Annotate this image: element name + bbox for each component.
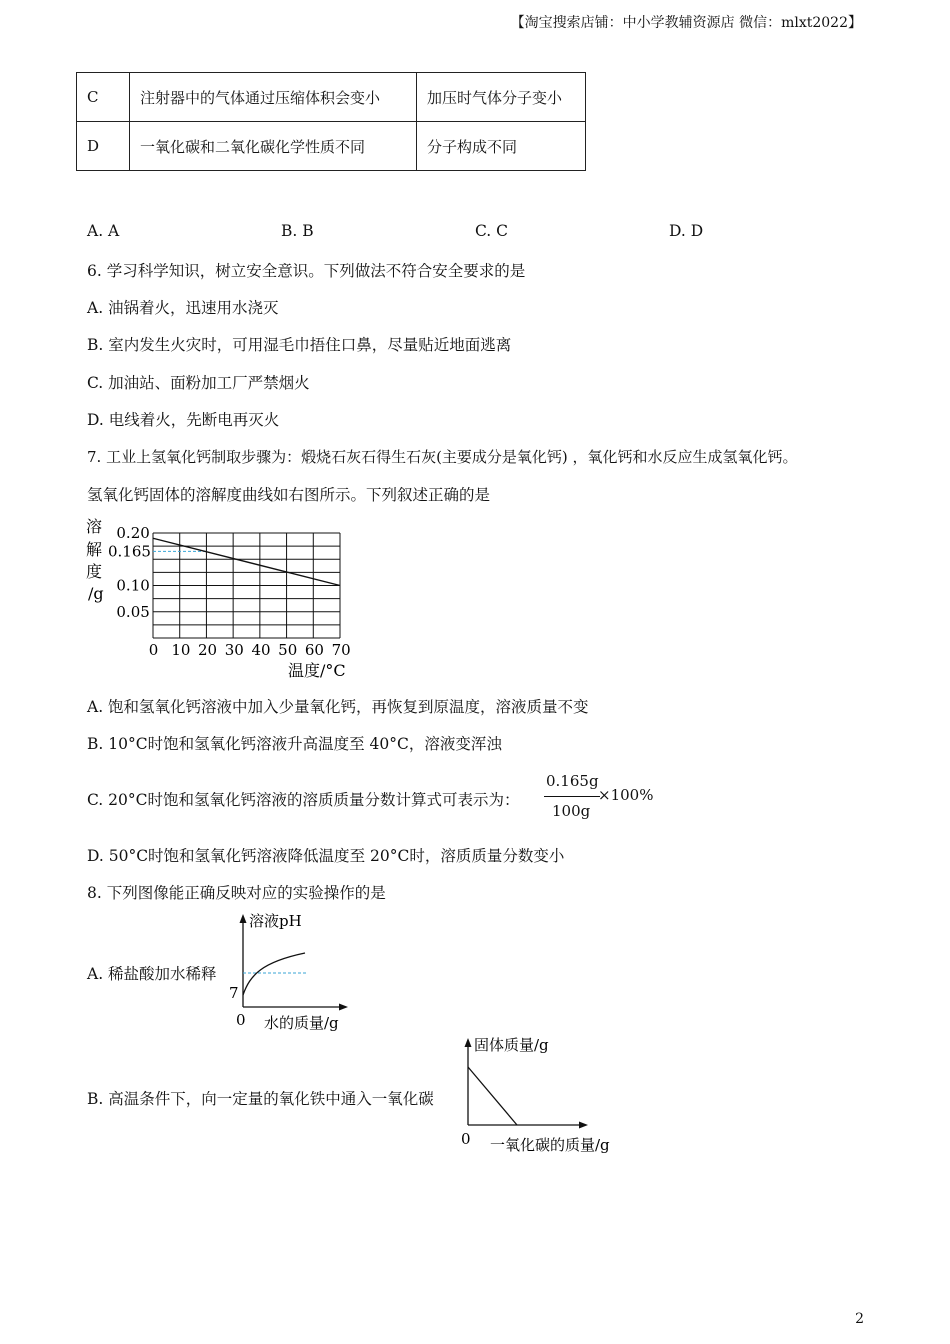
solubility-line [153, 538, 340, 585]
y-tick-label: 0.05 [116, 602, 150, 621]
fraction-suffix: ×100% [598, 786, 654, 804]
x-tick-label: 20 [198, 641, 218, 659]
x-tick-label: 70 [331, 641, 351, 659]
origin-label: 0 [236, 1011, 246, 1029]
origin-label: 0 [461, 1130, 471, 1148]
q6-stem: 6. 学习科学知识，树立安全意识。下列做法不符合安全要求的是 [87, 262, 526, 280]
y-axis-label-char: 度 [86, 562, 103, 581]
x-axis-arrow-icon [339, 1004, 348, 1011]
y-axis-label: 固体质量/g [474, 1036, 549, 1054]
table-cell-option: C [77, 73, 130, 122]
x-tick-label: 0 [148, 641, 159, 659]
x-tick-label: 50 [278, 641, 298, 659]
table-row [77, 73, 586, 122]
q7-option-a: A. 饱和氢氧化钙溶液中加入少量氧化钙，再恢复到原温度，溶液质量不变 [87, 698, 589, 716]
x-axis-arrow-icon [579, 1122, 588, 1129]
q7-option-c: C. 20°C时饱和氢氧化钙溶液的溶质质量分数计算式可表示为： [87, 791, 520, 809]
table-cell-fact: 注射器中的气体通过压缩体积会变小 [130, 73, 417, 122]
answer-table [76, 72, 586, 171]
q7-stem-line1: 7. 工业上氢氧化钙制取步骤为：煅烧石灰石得生石灰(主要成分是氧化钙) ，氧化钙和水反应生成氢氧化钙。 [87, 448, 798, 466]
table-cell-explanation: 分子构成不同 [417, 122, 586, 171]
y-axis-label-char: 解 [86, 540, 103, 559]
chart-grid [153, 533, 340, 638]
x-axis-label: 水的质量/g [264, 1014, 339, 1032]
table-cell-fact: 一氧化碳和二氧化碳化学性质不同 [130, 122, 417, 171]
ph-chart [225, 908, 360, 1036]
table-cell-option: D [77, 122, 130, 171]
q5-option-b: B. B [281, 222, 314, 240]
solid-mass-line [468, 1067, 517, 1125]
q6-option-d: D. 电线着火，先断电再灭火 [87, 411, 280, 429]
q6-option-a: A. 油锅着火，迅速用水浇灭 [87, 299, 279, 317]
q7-stem-line2: 氢氧化钙固体的溶解度曲线如右图所示。下列叙述正确的是 [87, 486, 491, 504]
x-tick-label: 10 [171, 641, 191, 659]
fraction-bar [544, 796, 600, 797]
q5-option-a: A. A [87, 222, 120, 240]
y-tick-label: 0.165 [108, 542, 151, 561]
x-tick-label: 40 [251, 641, 271, 659]
x-axis-label: 一氧化碳的质量/g [490, 1136, 610, 1154]
y-axis-label-char: /g [88, 584, 104, 603]
table-row [77, 122, 586, 171]
q5-option-d: D. D [669, 222, 704, 240]
q8-option-a: A. 稀盐酸加水稀释 [87, 965, 217, 983]
q8-option-b: B. 高温条件下，向一定量的氧化铁中通入一氧化碳 [87, 1090, 434, 1108]
x-tick-label: 60 [304, 641, 324, 659]
solid-mass-chart [455, 1032, 635, 1158]
y-tick-label: 7 [229, 984, 239, 1002]
y-tick-label: 0.10 [116, 576, 150, 595]
y-axis-label-char: 溶 [86, 517, 103, 536]
q6-option-c: C. 加油站、面粉加工厂严禁烟火 [87, 374, 310, 392]
q6-option-b: B. 室内发生火灾时，可用湿毛巾捂住口鼻，尽量贴近地面逃离 [87, 336, 512, 354]
q7-option-b: B. 10°C时饱和氢氧化钙溶液升高温度至 40°C，溶液变浑浊 [87, 735, 502, 753]
x-axis-label: 温度/°C [288, 661, 346, 680]
fraction-denominator: 100g [552, 802, 591, 820]
y-axis-label: 溶液pH [249, 912, 302, 930]
q8-stem: 8. 下列图像能正确反映对应的实验操作的是 [87, 884, 386, 902]
table-cell-explanation: 加压时气体分子变小 [417, 73, 586, 122]
q5-option-c: C. C [475, 222, 509, 240]
y-axis-arrow-icon [240, 914, 247, 923]
fraction-expression [540, 772, 660, 824]
header-note: 【淘宝搜索店铺：中小学教辅资源店 微信：mlxt2022】 [510, 15, 862, 31]
q7-option-d: D. 50°C时饱和氢氧化钙溶液降低温度至 20°C时，溶质质量分数变小 [87, 847, 565, 865]
solubility-chart [80, 512, 370, 684]
ph-curve [243, 953, 305, 995]
x-tick-label: 30 [224, 641, 244, 659]
y-axis-arrow-icon [465, 1038, 472, 1047]
q5-options [87, 222, 787, 242]
fraction-numerator: 0.165g [546, 772, 599, 790]
y-tick-label: 0.20 [116, 524, 150, 542]
page-number: 2 [855, 1311, 864, 1327]
